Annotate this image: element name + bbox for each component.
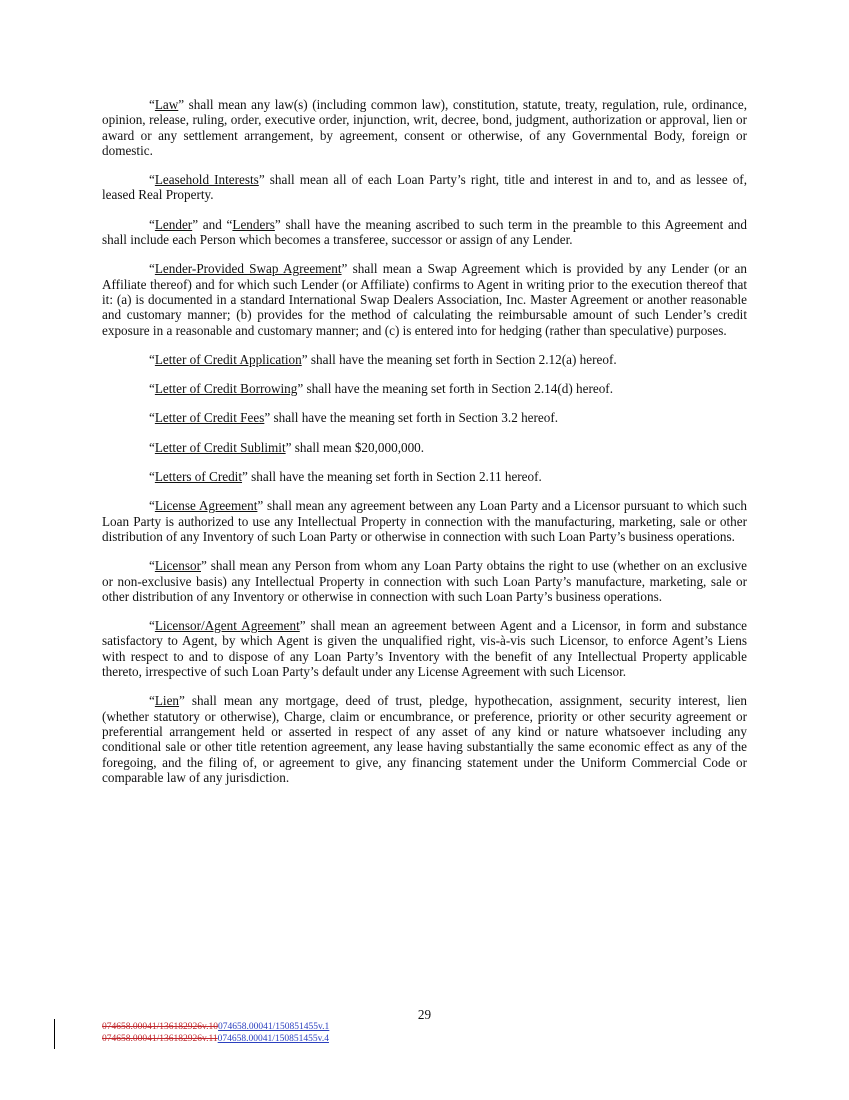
term-letter-of-credit-borrowing: Letter of Credit Borrowing [154, 381, 298, 397]
term-lien: Lien [154, 693, 180, 709]
definition-license-agreement: “License Agreement” shall mean any agreement between any Loan Party and a Licensor pursuant to which such Loan Party is authorized to use any Intellectual Property in connection with the manufacturing, marketing, sale or other distribution of any Inventory of such Loan Party or otherwise in connection with such Loan Party’s business operations. [102, 498, 747, 544]
definition-licensor: “Licensor” shall mean any Person from whom any Loan Party obtains the right to use (whether on an exclusive or non-exclusive basis) any Intellectual Property in connection with such Loan Party’s manufacture, marketing, sale or other distribution of any Inventory or otherwise in connection with such Loan Party’s business operations. [102, 558, 747, 604]
document-body [102, 97, 747, 799]
inserted-doc-id: 074658.00041/150851455v.1 [218, 1022, 330, 1032]
term-letter-of-credit-sublimit: Letter of Credit Sublimit [154, 439, 286, 455]
deleted-doc-id: 074658.00041/136182926v.11 [102, 1034, 218, 1044]
definition-lender-provided-swap-agreement: “Lender-Provided Swap Agreement” shall mean a Swap Agreement which is provided by any Lender (or an Affiliate thereof) and for which such Lender (or Affiliate) confirms to Agent in writing prior to the execution thereof that it: (a) is documented in a standard International Swap Dealers Association, Inc. Master Agreement or another reasonable and customary manner; (b) provides for the method of calculating the reimbursable amount of such Lender’s credit exposure in a reasonable and customary manner; and (c) is entered into for hedging (rather than speculative) purposes. [102, 261, 747, 338]
definition-lender: “Lender” and “Lenders” shall have the meaning ascribed to such term in the preamble to this Agreement and shall include each Person which becomes a transferee, successor or assign of any Lender. [102, 216, 747, 248]
term-licensor-agent-agreement: Licensor/Agent Agreement [154, 618, 300, 634]
page-number: 29 [417, 1007, 432, 1022]
term-letters-of-credit: Letters of Credit [154, 469, 243, 485]
change-bar [54, 1019, 55, 1049]
definition-lien: “Lien” shall mean any mortgage, deed of trust, pledge, hypothecation, assignment, security interest, lien (whether statutory or otherwise), Charge, claim or encumbrance, or preference, priority or other security agreement or preferential arrangement held or asserted in respect of any asset of any kind or nature whatsoever including any conditional sale or other title retention agreement, any lease having substantially the same economic effect as any of the foregoing, and the filing of, or agreement to give, any financing statement under the Uniform Commercial Code or comparable law of any jurisdiction. [102, 693, 747, 785]
definition-letter-of-credit-fees: “Letter of Credit Fees” shall have the meaning set forth in Section 3.2 hereof. [149, 410, 559, 426]
definition-leasehold-interests: “Leasehold Interests” shall mean all of each Loan Party’s right, title and interest in and to, and as lessee of, leased Real Property. [102, 172, 747, 203]
definition-letter-of-credit-sublimit: “Letter of Credit Sublimit” shall mean $20,000,000. [149, 439, 425, 455]
footer-line-2 [102, 1033, 329, 1045]
definition-letters-of-credit: “Letters of Credit” shall have the meaning set forth in Section 2.11 hereof. [149, 469, 542, 485]
definition-letter-of-credit-application: “Letter of Credit Application” shall have the meaning set forth in Section 2.12(a) hereof. [149, 351, 617, 367]
document-footer [102, 1021, 329, 1045]
inserted-doc-id: 074658.00041/150851455v.4 [217, 1034, 329, 1044]
term-leasehold-interests: Leasehold Interests [154, 172, 259, 188]
definition-letter-of-credit-borrowing: “Letter of Credit Borrowing” shall have the meaning set forth in Section 2.14(d) hereof. [149, 381, 613, 397]
term-lender-provided-swap-agreement: Lender-Provided Swap Agreement [154, 261, 342, 277]
deleted-doc-id: 074658.00041/136182926v.10 [102, 1022, 219, 1032]
term-license-agreement: License Agreement [154, 498, 258, 514]
term-licensor: Licensor [154, 558, 201, 574]
definition-law: “Law” shall mean any law(s) (including common law), constitution, statute, treaty, regulation, rule, ordinance, opinion, release, ruling, order, executive order, injunction, writ, decree, bond, judgment, authorization or approval, lien or award or any settlement arrangement, by agreement, consent or otherwise, of any Governmental Body, foreign or domestic. [102, 97, 747, 158]
term-letter-of-credit-application: Letter of Credit Application [154, 351, 302, 367]
term-law: Law [154, 97, 179, 112]
term-lenders: Lenders [232, 216, 275, 232]
footer-line-1 [102, 1021, 329, 1033]
term-lender: Lender [154, 216, 193, 232]
definition-licensor-agent-agreement: “Licensor/Agent Agreement” shall mean an agreement between Agent and a Licensor, in form and substance satisfactory to Agent, by which Agent is given the unqualified right, vis-à-vis such Licensor, to enforce Agent’s Liens with respect to and to dispose of any Loan Party’s Inventory with the benefit of any Intellectual Property applicable thereto, irrespective of such Loan Party’s default under any License Agreement with such Licensor. [102, 618, 747, 680]
term-letter-of-credit-fees: Letter of Credit Fees [154, 410, 265, 426]
